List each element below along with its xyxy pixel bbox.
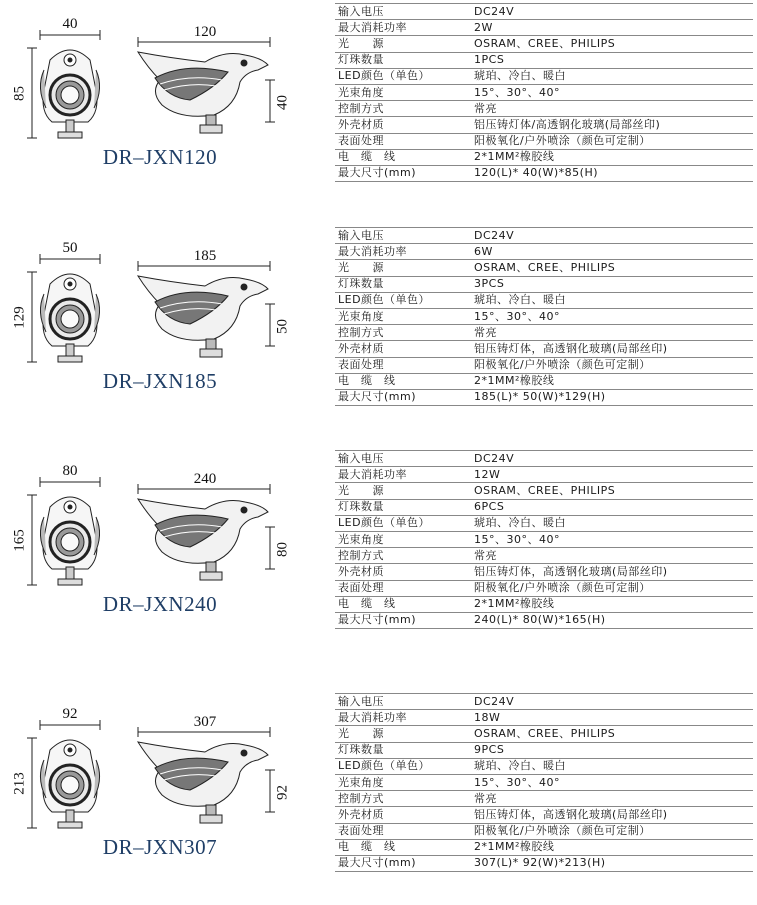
spec-value: DC24V	[466, 228, 753, 244]
spec-label: 控制方式	[335, 791, 466, 807]
spec-label: 最大尺寸(mm)	[335, 855, 466, 871]
spec-row-light-source	[335, 260, 753, 276]
spec-row-housing	[335, 564, 753, 580]
spec-row-bead-count	[335, 499, 753, 515]
spec-label: 外壳材质	[335, 564, 466, 580]
spec-value: 15°、30°、40°	[466, 531, 753, 547]
spec-label: 灯珠数量	[335, 52, 466, 68]
spec-value: 307(L)* 92(W)*213(H)	[466, 855, 753, 871]
spec-label: 最大消耗功率	[335, 244, 466, 260]
spec-label: 光束角度	[335, 531, 466, 547]
front-view	[27, 477, 100, 585]
spec-row-beam-angle	[335, 531, 753, 547]
dim-height: 85	[11, 86, 28, 101]
spec-row-control-mode	[335, 548, 753, 564]
spec-label: 光束角度	[335, 308, 466, 324]
dim-depth: 80	[274, 542, 291, 557]
spec-label: 外壳材质	[335, 117, 466, 133]
spec-row-max-size	[335, 165, 753, 181]
spec-label: 输入电压	[335, 451, 466, 467]
spec-table	[335, 693, 753, 872]
spec-label: 外壳材质	[335, 807, 466, 823]
spec-row-light-source	[335, 483, 753, 499]
spec-value: 185(L)* 50(W)*129(H)	[466, 389, 753, 405]
spec-label: 外壳材质	[335, 341, 466, 357]
side-view	[138, 261, 275, 357]
spec-label: 光束角度	[335, 774, 466, 790]
spec-label: 电 缆 线	[335, 839, 466, 855]
spec-row-light-source	[335, 726, 753, 742]
spec-value: 3PCS	[466, 276, 753, 292]
spec-row-beam-angle	[335, 84, 753, 100]
spec-value: 常亮	[466, 548, 753, 564]
spec-value: 阳极氧化/户外喷涂（颜色可定制）	[466, 133, 753, 149]
model-name: DR–JXN307	[102, 835, 218, 859]
spec-value: OSRAM、CREE、PHILIPS	[466, 36, 753, 52]
spec-label: 光 源	[335, 483, 466, 499]
spec-table	[335, 227, 753, 406]
spec-value: 9PCS	[466, 742, 753, 758]
dim-front-width: 40	[62, 16, 78, 32]
spec-value: 6PCS	[466, 499, 753, 515]
spec-label: LED颜色（单色）	[335, 68, 466, 84]
spec-row-input-voltage	[335, 694, 753, 710]
spec-value: 12W	[466, 467, 753, 483]
spec-row-cable	[335, 373, 753, 389]
spec-value: 6W	[466, 244, 753, 260]
spec-value: 15°、30°、40°	[466, 774, 753, 790]
spec-value: DC24V	[466, 4, 753, 20]
spec-label: 控制方式	[335, 101, 466, 117]
dim-length: 120	[193, 24, 217, 40]
spec-label: LED颜色（单色）	[335, 515, 466, 531]
spec-label: 控制方式	[335, 325, 466, 341]
spec-value: 常亮	[466, 325, 753, 341]
spec-label: 电 缆 线	[335, 596, 466, 612]
spec-row-led-color	[335, 515, 753, 531]
side-view	[138, 484, 275, 580]
product-drawing	[0, 447, 330, 662]
spec-row-beam-angle	[335, 308, 753, 324]
spec-row-led-color	[335, 68, 753, 84]
dim-depth: 92	[274, 785, 291, 800]
spec-row-led-color	[335, 292, 753, 308]
spec-row-beam-angle	[335, 774, 753, 790]
spec-label: 最大消耗功率	[335, 710, 466, 726]
spec-value: 18W	[466, 710, 753, 726]
spec-value: 2*1MM²橡胶线	[466, 839, 753, 855]
spec-value: 常亮	[466, 101, 753, 117]
spec-row-control-mode	[335, 325, 753, 341]
dim-depth: 50	[274, 319, 291, 334]
model-name: DR–JXN185	[102, 369, 218, 393]
spec-label: 表面处理	[335, 133, 466, 149]
spec-label: 光 源	[335, 726, 466, 742]
spec-label: 控制方式	[335, 548, 466, 564]
spec-row-cable	[335, 839, 753, 855]
spec-row-bead-count	[335, 276, 753, 292]
spec-value: 240(L)* 80(W)*165(H)	[466, 612, 753, 628]
spec-value: 阳极氧化/户外喷涂（颜色可定制）	[466, 357, 753, 373]
spec-label: 输入电压	[335, 694, 466, 710]
spec-label: 光 源	[335, 260, 466, 276]
dim-front-width: 50	[62, 240, 78, 256]
model-name: DR–JXN240	[102, 592, 218, 616]
spec-value: 120(L)* 40(W)*85(H)	[466, 165, 753, 181]
spec-row-cable	[335, 149, 753, 165]
spec-label: 最大尺寸(mm)	[335, 165, 466, 181]
front-view	[27, 720, 100, 828]
spec-value: 1PCS	[466, 52, 753, 68]
spec-value: 2*1MM²橡胶线	[466, 373, 753, 389]
spec-value: 铝压铸灯体，高透钢化玻璃(局部丝印)	[466, 341, 753, 357]
spec-value: OSRAM、CREE、PHILIPS	[466, 483, 753, 499]
spec-value: 铝压铸灯体，高透钢化玻璃(局部丝印)	[466, 807, 753, 823]
spec-label: 输入电压	[335, 4, 466, 20]
spec-label: LED颜色（单色）	[335, 758, 466, 774]
spec-label: 表面处理	[335, 357, 466, 373]
spec-table	[335, 3, 753, 182]
side-view	[138, 727, 275, 823]
spec-row-control-mode	[335, 101, 753, 117]
spec-value: 15°、30°、40°	[466, 84, 753, 100]
spec-label: 最大消耗功率	[335, 467, 466, 483]
dim-front-width: 80	[62, 463, 78, 479]
spec-row-max-size	[335, 612, 753, 628]
spec-value: 铝压铸灯体，高透钢化玻璃(局部丝印)	[466, 564, 753, 580]
product-drawing	[0, 690, 330, 905]
spec-row-surface	[335, 580, 753, 596]
spec-label: 输入电压	[335, 228, 466, 244]
spec-label: 表面处理	[335, 580, 466, 596]
dim-length: 240	[193, 471, 217, 487]
spec-value: 2*1MM²橡胶线	[466, 596, 753, 612]
spec-value: DC24V	[466, 451, 753, 467]
spec-row-bead-count	[335, 52, 753, 68]
dim-front-width: 92	[62, 706, 78, 722]
spec-value: 2*1MM²橡胶线	[466, 149, 753, 165]
spec-label: 最大尺寸(mm)	[335, 612, 466, 628]
spec-row-max-power	[335, 710, 753, 726]
front-view	[27, 30, 100, 138]
spec-row-bead-count	[335, 742, 753, 758]
spec-value: 铝压铸灯体/高透钢化玻璃(局部丝印)	[466, 117, 753, 133]
spec-label: 灯珠数量	[335, 499, 466, 515]
dim-length: 307	[193, 714, 217, 730]
spec-row-control-mode	[335, 791, 753, 807]
spec-value: 阳极氧化/户外喷涂（颜色可定制）	[466, 823, 753, 839]
dim-length: 185	[193, 248, 217, 264]
spec-value: 常亮	[466, 791, 753, 807]
spec-row-max-power	[335, 467, 753, 483]
spec-row-max-size	[335, 389, 753, 405]
spec-label: 光束角度	[335, 84, 466, 100]
spec-value: DC24V	[466, 694, 753, 710]
spec-table	[335, 450, 753, 629]
spec-label: LED颜色（单色）	[335, 292, 466, 308]
spec-label: 表面处理	[335, 823, 466, 839]
spec-row-housing	[335, 341, 753, 357]
spec-row-input-voltage	[335, 451, 753, 467]
spec-value: 琥珀、冷白、暖白	[466, 515, 753, 531]
spec-value: OSRAM、CREE、PHILIPS	[466, 726, 753, 742]
spec-label: 光 源	[335, 36, 466, 52]
spec-value: 阳极氧化/户外喷涂（颜色可定制）	[466, 580, 753, 596]
spec-value: 2W	[466, 20, 753, 36]
spec-value: 琥珀、冷白、暖白	[466, 292, 753, 308]
spec-row-input-voltage	[335, 228, 753, 244]
product-drawing	[0, 0, 330, 215]
spec-row-surface	[335, 357, 753, 373]
spec-value: 15°、30°、40°	[466, 308, 753, 324]
spec-row-light-source	[335, 36, 753, 52]
spec-label: 灯珠数量	[335, 276, 466, 292]
spec-row-housing	[335, 807, 753, 823]
model-name: DR–JXN120	[102, 145, 218, 169]
spec-row-max-power	[335, 20, 753, 36]
spec-row-cable	[335, 596, 753, 612]
side-view	[138, 37, 275, 133]
spec-row-housing	[335, 117, 753, 133]
spec-row-input-voltage	[335, 4, 753, 20]
spec-value: 琥珀、冷白、暖白	[466, 758, 753, 774]
dim-depth: 40	[274, 95, 291, 110]
spec-label: 电 缆 线	[335, 149, 466, 165]
product-drawing	[0, 224, 330, 439]
dim-height: 213	[11, 772, 28, 795]
spec-value: 琥珀、冷白、暖白	[466, 68, 753, 84]
spec-row-surface	[335, 823, 753, 839]
spec-label: 灯珠数量	[335, 742, 466, 758]
spec-row-led-color	[335, 758, 753, 774]
spec-row-max-size	[335, 855, 753, 871]
dim-height: 165	[11, 529, 28, 552]
spec-value: OSRAM、CREE、PHILIPS	[466, 260, 753, 276]
spec-label: 最大消耗功率	[335, 20, 466, 36]
spec-label: 电 缆 线	[335, 373, 466, 389]
spec-row-max-power	[335, 244, 753, 260]
front-view	[27, 254, 100, 362]
spec-row-surface	[335, 133, 753, 149]
spec-label: 最大尺寸(mm)	[335, 389, 466, 405]
dim-height: 129	[11, 306, 28, 329]
